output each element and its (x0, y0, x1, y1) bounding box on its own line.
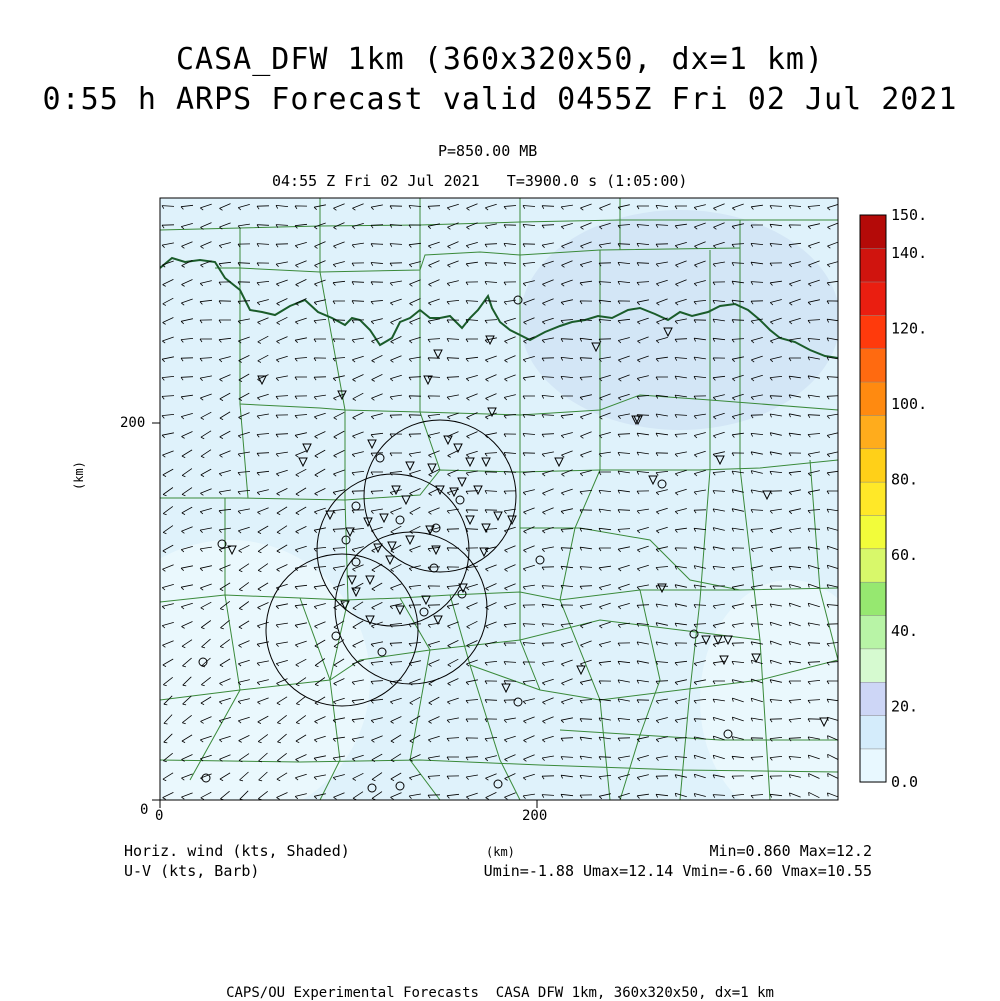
colorbar-label: 40. (891, 621, 919, 640)
y-tick-label-200: 200 (120, 415, 146, 431)
colorbar-label: 20. (891, 697, 919, 716)
colorbar-label: 150. (891, 206, 928, 224)
colorbar-segment (860, 482, 886, 516)
colorbar-segment (860, 448, 886, 482)
plot-title-line2: 0:55 h ARPS Forecast valid 0455Z Fri 02 Jul 2021 (42, 82, 958, 117)
colorbar-segment (860, 415, 886, 449)
colorbar-label: 120. (891, 319, 928, 338)
y-axis-label: (km) (72, 461, 86, 490)
colorbar-label: 100. (891, 395, 928, 413)
shade-lighter-southeast (700, 580, 880, 820)
colorbar-segment (860, 682, 886, 716)
colorbar-segment (860, 715, 886, 749)
colorbar-label: 80. (891, 470, 919, 489)
x-axis-label: (km) (486, 845, 515, 859)
valid-time: 04:55 Z Fri 02 Jul 2021 T=3900.0 s (1:05:00) (272, 172, 688, 190)
colorbar-segment (860, 515, 886, 549)
colorbar-segment (860, 315, 886, 349)
colorbar-label: 140. (891, 243, 928, 262)
colorbar-segment (860, 215, 886, 249)
colorbar-segment (860, 282, 886, 316)
colorbar-label: 60. (891, 546, 919, 565)
colorbar-segment (860, 649, 886, 683)
footer-barb-label: U-V (kts, Barb) (124, 862, 260, 880)
colorbar (860, 206, 927, 791)
colorbar-segment (860, 382, 886, 416)
credit-line: CAPS/OU Experimental Forecasts CASA DFW 1km, 360x320x50, dx=1 km (226, 985, 774, 1001)
colorbar-label: 0.0 (891, 773, 919, 791)
plot-title-line1: CASA_DFW 1km (360x320x50, dx=1 km) (175, 42, 825, 77)
colorbar-segment (860, 582, 886, 616)
x-tick-label-0: 0 (155, 808, 164, 824)
colorbar-segment (860, 248, 886, 282)
y-tick-label-0: 0 (140, 802, 149, 818)
colorbar-segment (860, 549, 886, 583)
pressure-level: P=850.00 MB (438, 142, 538, 160)
footer-min-max: Min=0.860 Max=12.2 (709, 842, 872, 860)
footer-shaded-label: Horiz. wind (kts, Shaded) (124, 842, 350, 860)
colorbar-segment (860, 348, 886, 382)
colorbar-segment (860, 615, 886, 649)
x-tick-label-200: 200 (522, 808, 548, 824)
footer-uv-range: Umin=-1.88 Umax=12.14 Vmin=-6.60 Vmax=10.55 (483, 862, 872, 880)
colorbar-segment (860, 749, 886, 783)
